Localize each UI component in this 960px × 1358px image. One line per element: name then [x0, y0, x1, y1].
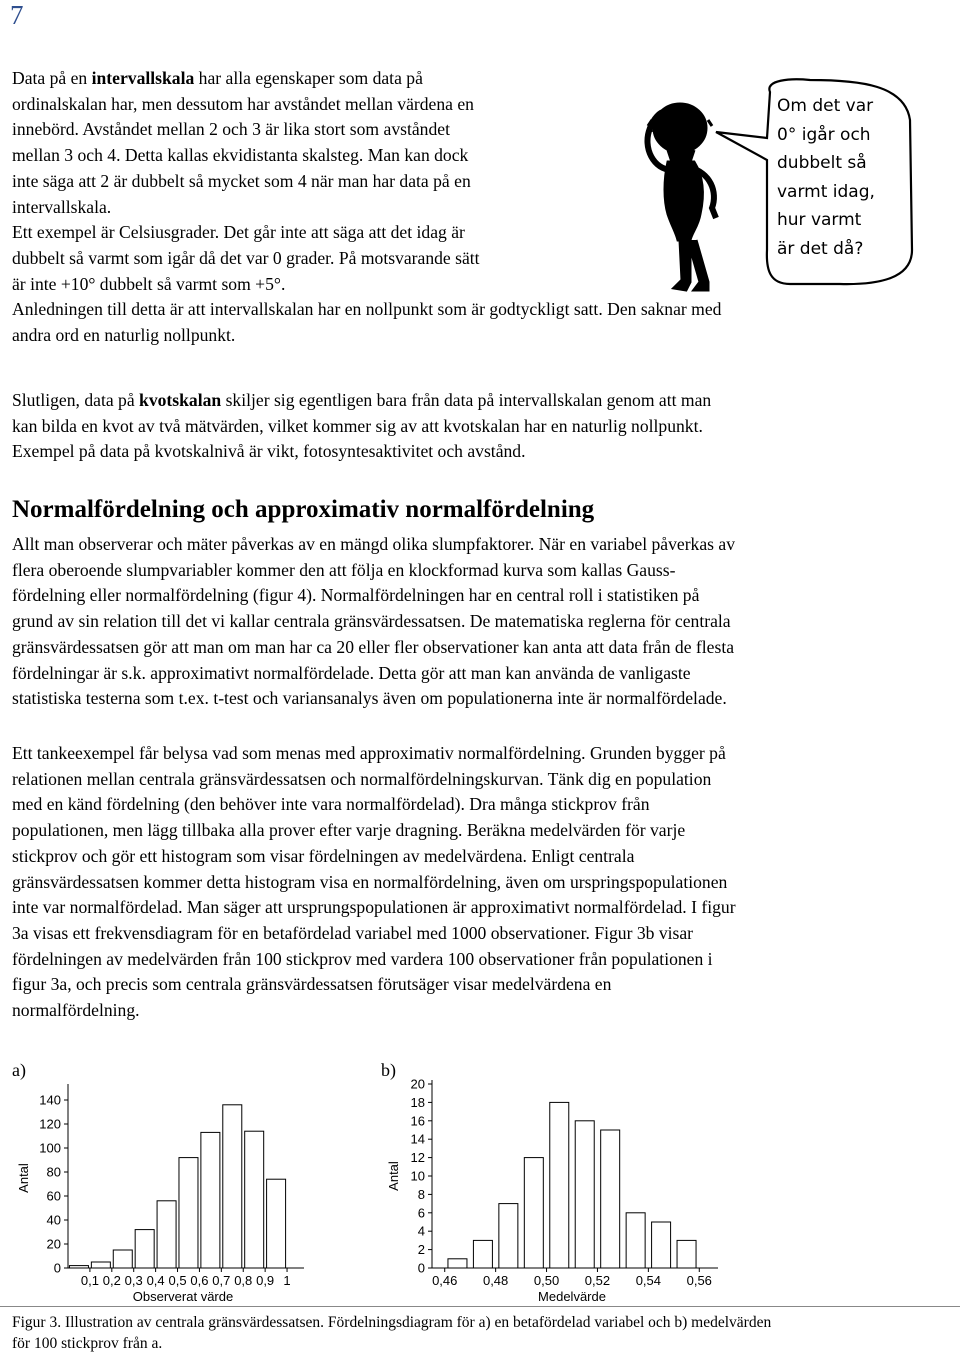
y-tick-label: 20 [410, 1076, 425, 1092]
y-tick-label: 40 [46, 1212, 61, 1228]
intro-line: innebörd. Avståndet mellan 2 och 3 är lika stort som avståndet [12, 119, 450, 140]
ratio-scale-paragraph [12, 388, 711, 465]
histogram-bar [135, 1230, 154, 1268]
x-tick-label: 0,52 [584, 1273, 611, 1288]
x-tick-label: 0,9 [256, 1273, 275, 1288]
thought-line: figur 3a, och precis som centrala gränsvärdessatsen förutsäger visar medelvärdena en [12, 974, 612, 995]
normal-line: fördelning eller normalfördelning (figur 4). Normalfördelningen har en central roll i statistiken på [12, 585, 700, 606]
intro-line: Ett exempel är Celsiusgrader. Det går inte att säga att det idag är [12, 222, 465, 243]
thought-line: relationen mellan centrala gränsvärdessatsen och normalfördelningskurvan. Tänk dig en population [12, 768, 712, 789]
panel-a-label: a) [12, 1060, 26, 1080]
speech-bubble-line: dubbelt så [777, 153, 867, 173]
y-tick-label: 20 [46, 1236, 61, 1252]
y-tick-label: 100 [39, 1140, 61, 1156]
caption-divider [0, 1306, 960, 1307]
intro-line: andra ord en naturlig nollpunkt. [12, 325, 236, 346]
caption-line: för 100 stickprov från a. [12, 1335, 163, 1352]
thought-line: Ett tankeexempel får belysa vad som menas med approximativ normalfördelning. Grunden bygger på [12, 743, 726, 763]
histogram-bar [575, 1121, 594, 1268]
ratio-line: Exempel på data på kvotskalnivå är vikt, fotosyntesaktivitet och avstånd. [12, 441, 526, 462]
normal-distribution-paragraph [12, 532, 735, 712]
x-tick-label: 0,7 [212, 1273, 231, 1288]
thinking-man-figure [647, 104, 716, 290]
x-tick-label: 0,5 [168, 1273, 187, 1288]
x-axis-label: Observerat värde [132, 1289, 234, 1304]
thought-line: normalfördelning. [12, 1000, 140, 1021]
y-tick-label: 2 [417, 1242, 425, 1258]
intro-line: Anledningen till detta är att intervallskalan har en nollpunkt som är godtyckligt satt. Den saknar med [12, 299, 722, 320]
panel-b-label: b) [381, 1060, 396, 1080]
y-tick-label: 0 [53, 1260, 61, 1276]
y-tick-label: 10 [410, 1168, 425, 1184]
normal-line: flera oberoende slumpvariabler kommer den att följa en klockformad kurva som kallas Gauss- [12, 559, 676, 580]
histogram-bar [601, 1130, 620, 1268]
y-axis-label: Antal [386, 1161, 401, 1191]
y-tick-label: 8 [417, 1186, 425, 1202]
y-tick-label: 4 [417, 1223, 425, 1239]
histogram-bar [524, 1158, 543, 1268]
x-tick-label: 0,3 [124, 1273, 143, 1288]
thought-line: 3a visas ett frekvensdiagram för en betafördelad variabel med 1000 observationer. Figur 3b visar [12, 922, 694, 943]
y-tick-label: 60 [46, 1188, 61, 1204]
histogram-bar [652, 1222, 671, 1268]
intro-line: intervallskala. [12, 196, 112, 217]
ratio-line: Slutligen, data på kvotskalan skiljer sig egentligen bara från data på intervallskalan genom att man [12, 390, 712, 410]
intro-line: är inte +10° dubbelt så varmt som +5°. [12, 273, 286, 294]
histogram-bar [626, 1213, 645, 1268]
caption-line: Figur 3. Illustration av centrala gränsvärdessatsen. Fördelningsdiagram för a) en betafördelad variabel och b) medelvärden [12, 1314, 772, 1331]
thought-line: fördelningen av medelvärden från 100 stickprov med vardera 100 observationer från populationen i [12, 948, 713, 969]
x-tick-label: 0,8 [234, 1273, 253, 1288]
y-axis-label: Antal [16, 1163, 31, 1193]
ratio-line: kan bilda en kvot av två mätvärden, vilket kommer sig av att kvotskalan har en naturlig nollpunkt. [12, 415, 703, 436]
intro-line: inte säga att 2 är dubbelt så mycket som 4 när man har data på en [12, 170, 471, 191]
thought-line: stickprov och gör ett histogram som visar fördelningen av medelvärdena. Enligt centrala [12, 845, 635, 866]
normal-line: gränsvärdessatsen gör att man om man har ca 20 eller fler observationer kan anta att data från de flesta [12, 636, 735, 657]
x-tick-label: 0,50 [533, 1273, 560, 1288]
x-tick-label: 0,6 [190, 1273, 209, 1288]
x-tick-label: 0,2 [102, 1273, 121, 1288]
histogram-bar [499, 1204, 518, 1268]
thought-experiment-paragraph [12, 741, 736, 1024]
x-tick-label: 0,54 [635, 1273, 662, 1288]
histogram-bar [267, 1179, 286, 1268]
intro-line: Data på en intervallskala har alla egenskaper som data på [12, 68, 423, 88]
x-tick-label: 0,4 [146, 1273, 165, 1288]
histogram-bar [113, 1250, 132, 1268]
y-tick-label: 80 [46, 1164, 61, 1180]
speech-bubble-line: hur varmt [777, 210, 862, 230]
intro-line: dubbelt så varmt som igår då det var 0 grader. På motsvarande sätt [12, 247, 480, 268]
speech-bubble-text [777, 92, 907, 263]
histogram-bar [677, 1240, 696, 1268]
histogram-bar [245, 1131, 264, 1268]
y-tick-label: 6 [417, 1205, 425, 1221]
section-heading: Normalfördelning och approximativ normalfördelning [12, 496, 595, 523]
emphasis-term: kvotskalan [139, 390, 222, 410]
y-tick-label: 0 [417, 1260, 425, 1276]
x-tick-label: 0,1 [80, 1273, 99, 1288]
x-axis-label: Medelvärde [538, 1289, 606, 1304]
x-tick-label: 0,48 [482, 1273, 509, 1288]
histogram-bar [69, 1266, 88, 1268]
thought-line: populationen, men lägg tillbaka alla prover efter varje dragning. Beräkna medelvärden för varje [12, 820, 686, 841]
x-tick-label: 1 [283, 1273, 291, 1288]
speech-bubble-line: varmt idag, [777, 181, 875, 202]
speech-bubble-line: 0° igår och [777, 124, 871, 145]
normal-line: Allt man observerar och mäter påverkas av en mängd olika slumpfaktorer. När en variabel påverkas av [12, 534, 736, 554]
y-tick-label: 14 [410, 1131, 425, 1147]
histogram-bar [550, 1102, 569, 1268]
y-tick-label: 16 [410, 1113, 425, 1129]
histogram-bar [201, 1132, 220, 1268]
page-number: 7 [10, 0, 24, 30]
y-tick-label: 140 [39, 1092, 61, 1108]
speech-bubble-line: är det då? [777, 238, 864, 259]
y-tick-label: 12 [410, 1150, 425, 1166]
emphasis-term: intervallskala [91, 68, 195, 88]
normal-line: fördelningar är s.k. approximativt normalfördelade. Detta gör att man kan använda de vanligaste [12, 662, 691, 683]
thought-line: med en känd fördelning (den behöver inte vara normalfördelad). Dra många stickprov från [12, 794, 650, 815]
y-tick-label: 120 [39, 1116, 61, 1132]
histogram-bar [179, 1158, 198, 1268]
y-tick-label: 18 [410, 1094, 425, 1110]
speech-bubble-line: Om det var [777, 96, 874, 116]
histogram-bar [473, 1240, 492, 1268]
thought-line: inte var normalfördelad. Man säger att ursprungspopulationen är approximativt normalfördelad. I figur [12, 897, 736, 918]
histogram-bar [91, 1262, 110, 1268]
figure-caption [12, 1312, 771, 1354]
histogram-a [6, 1050, 326, 1306]
x-tick-label: 0,56 [686, 1273, 712, 1288]
intro-line: ordinalskalan har, men dessutom har avståndet mellan värdena en [12, 93, 474, 114]
x-tick-label: 0,46 [432, 1273, 458, 1288]
histogram-bar [448, 1259, 467, 1268]
histogram-b [378, 1050, 718, 1306]
histogram-bar [223, 1105, 242, 1268]
thought-line: gränsvärdessatsen kommer detta histogram visa en normalfördelning, även om urspringspopulationen [12, 871, 728, 892]
intro-line: mellan 3 och 4. Detta kallas ekvidistanta skalsteg. Man kan dock [12, 145, 469, 166]
normal-line: statistiska testerna som t.ex. t-test och variansanalys även om populationerna inte är normalfördelade. [12, 688, 727, 709]
histogram-bar [157, 1201, 176, 1268]
normal-line: grund av sin relation till det vi kallar centrala gränsvärdessatsen. De matematiska reglerna för centrala [12, 611, 731, 632]
